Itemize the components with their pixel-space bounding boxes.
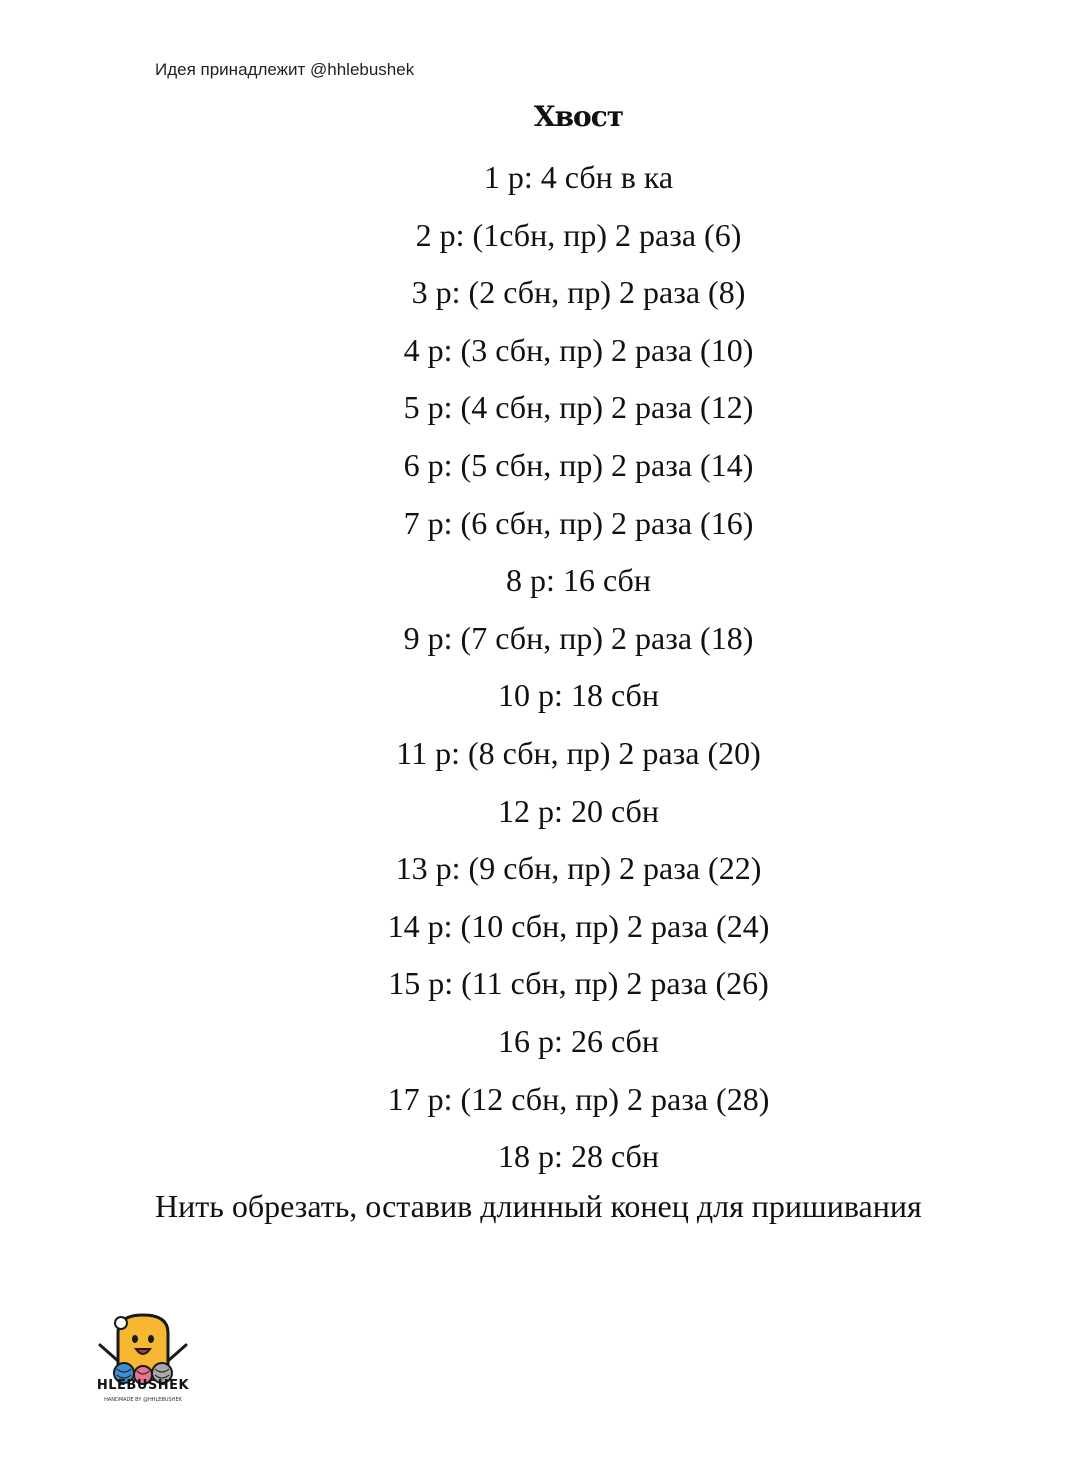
pattern-row: 4 р: (3 сбн, пр) 2 раза (10) [403, 331, 754, 368]
pattern-rows [0, 153, 1080, 1190]
pattern-row: 11 р: (8 сбн, пр) 2 раза (20) [396, 734, 761, 771]
pattern-row: 10 р: 18 сбн [498, 677, 659, 714]
pattern-row: 5 р: (4 сбн, пр) 2 раза (12) [403, 389, 754, 426]
finishing-instruction: Нить обрезать, оставив длинный конец для пришивания [155, 1188, 922, 1224]
pattern-row: 1 р: 4 сбн в ка [483, 159, 674, 195]
pattern-row: 3 р: (2 сбн, пр) 2 раза (8) [411, 274, 746, 311]
pattern-row: 8 р: 16 сбн [506, 562, 651, 599]
author-credit: Идея принадлежит @hhlebushek [155, 60, 415, 79]
pattern-row: 15 р: (11 сбн, пр) 2 раза (26) [388, 965, 769, 1002]
pattern-row: 2 р: (1сбн, пр) 2 раза (6) [415, 216, 742, 253]
pattern-row: 12 р: 20 сбн [498, 792, 659, 829]
logo-wordmark: HLEBUSHEK [96, 1378, 190, 1393]
pattern-row: 13 р: (9 сбн, пр) 2 раза (22) [395, 850, 762, 887]
pattern-row: 17 р: (12 сбн, пр) 2 раза (28) [387, 1080, 770, 1117]
pattern-row: 9 р: (7 сбн, пр) 2 раза (18) [403, 619, 754, 656]
pattern-row: 14 р: (10 сбн, пр) 2 раза (24) [387, 907, 770, 944]
pattern-row: 6 р: (5 сбн, пр) 2 раза (14) [403, 446, 754, 483]
pattern-row: 7 р: (6 сбн, пр) 2 раза (16) [403, 504, 754, 541]
page-title: Хвост [533, 100, 624, 133]
pattern-row: 18 р: 28 сбн [498, 1138, 659, 1175]
logo-subtitle: HANDMADE BY @HHLEBUSHEK [104, 1397, 182, 1403]
pattern-row: 16 р: 26 сбн [498, 1022, 659, 1059]
